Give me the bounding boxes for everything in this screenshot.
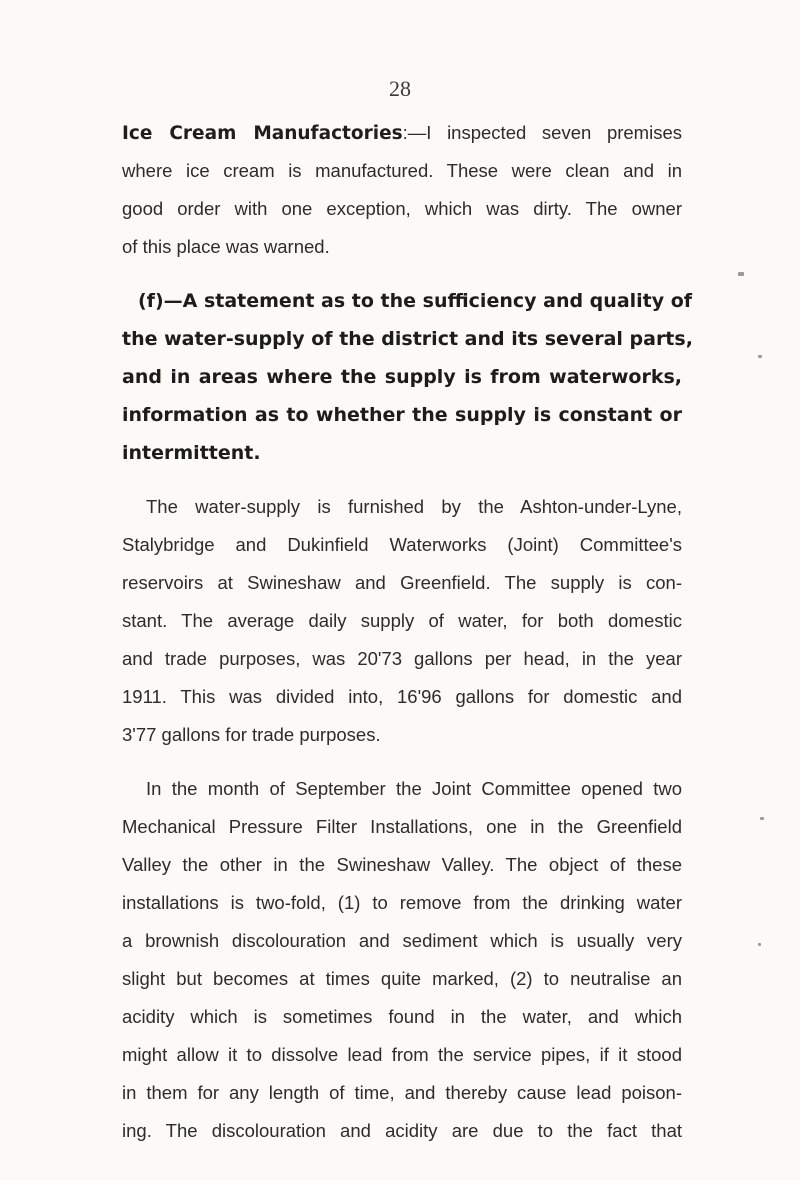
paragraph-line: installations is two-fold, (1) to remove from the drinking water — [122, 892, 682, 913]
paragraph-line: acidity which is sometimes found in the water, and which — [122, 1006, 682, 1027]
ice-cream-line: good order with one exception, which was dirty. The owner — [122, 198, 682, 219]
paragraph-line: Stalybridge and Dukinfield Waterworks (Joint) Committee's — [122, 534, 682, 555]
water-supply-heading-line: information as to whether the supply is constant or — [122, 404, 682, 426]
paragraph-line: reservoirs at Swineshaw and Greenfield. The supply is con- — [122, 572, 682, 593]
paragraph-line: In the month of September the Joint Committee opened two — [146, 778, 682, 799]
paragraph-line: in them for any length of time, and thereby cause lead poison- — [122, 1082, 682, 1103]
ice-cream-line: where ice cream is manufactured. These were clean and in — [122, 160, 682, 181]
paragraph-line: and trade purposes, was 20'73 gallons per head, in the year — [122, 648, 682, 669]
paragraph-line: slight but becomes at times quite marked, (2) to neutralise an — [122, 968, 682, 989]
ice-cream-first-line — [122, 121, 682, 145]
paragraph-line: The water-supply is furnished by the Ashton-under-Lyne, — [146, 496, 682, 517]
paragraph-line: Mechanical Pressure Filter Installations, one in the Greenfield — [122, 816, 682, 837]
scan-speck — [760, 817, 764, 820]
water-supply-heading-line: (f)—A statement as to the sufficiency and quality of — [138, 290, 693, 312]
paragraph-line: stant. The average daily supply of water, for both domestic — [122, 610, 682, 631]
paragraph-line: a brownish discolouration and sediment which is usually very — [122, 930, 682, 951]
water-supply-heading-line: and in areas where the supply is from waterworks, — [122, 366, 682, 388]
scan-speck — [738, 272, 744, 276]
scan-speck — [758, 943, 761, 946]
paragraph-line: 3'77 gallons for trade purposes. — [122, 724, 381, 745]
water-supply-heading-line: intermittent. — [122, 442, 261, 464]
paragraph-line: ing. The discolouration and acidity are due to the fact that — [122, 1120, 682, 1141]
page-number: 28 — [389, 76, 411, 101]
paragraph-line: 1911. This was divided into, 16'96 gallons for domestic and — [122, 686, 682, 707]
paragraph-line: might allow it to dissolve lead from the service pipes, if it stood — [122, 1044, 682, 1065]
water-supply-heading-line: the water-supply of the district and its several parts, — [122, 328, 693, 350]
paragraph-line: Valley the other in the Swineshaw Valley. The object of these — [122, 854, 682, 875]
ice-cream-heading: Ice Cream Manufactories — [122, 123, 403, 144]
ice-cream-line: of this place was warned. — [122, 236, 330, 257]
ice-cream-first-line-text: :—I inspected seven premises — [402, 122, 682, 143]
scan-speck — [758, 355, 762, 358]
